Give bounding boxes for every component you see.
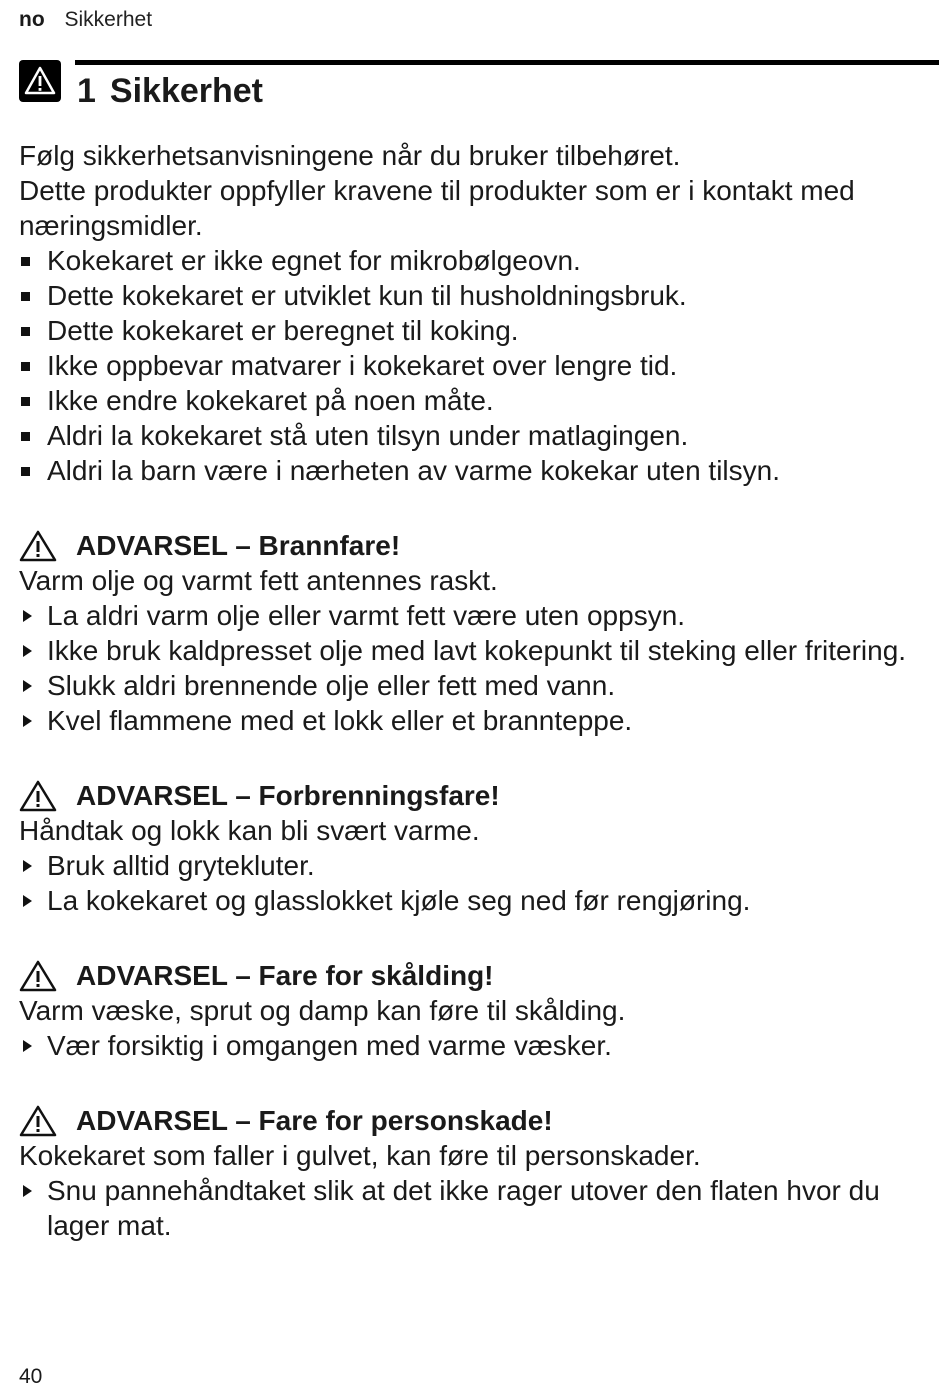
chapter-number: 1 bbox=[77, 72, 96, 110]
warning-triangle-icon bbox=[19, 1105, 57, 1137]
bullet-square-icon bbox=[21, 292, 30, 301]
warning-steps bbox=[19, 1173, 939, 1243]
arrow-right-icon bbox=[23, 680, 32, 692]
intro-paragraph: Følg sikkerhetsanvisningene når du bruker tilbehøret. bbox=[19, 140, 681, 171]
safety-bullet-list bbox=[19, 243, 939, 488]
warning-steps bbox=[19, 1028, 939, 1063]
arrow-right-icon bbox=[23, 645, 32, 657]
warning-triangle-icon bbox=[19, 780, 57, 812]
warning-block-injury bbox=[19, 1103, 939, 1243]
intro-paragraph: Dette produkter oppfyller kravene til produkter som er i kontakt med næringsmidler. bbox=[19, 175, 855, 241]
chapter-title-row bbox=[19, 60, 939, 116]
bullet-square-icon bbox=[21, 397, 30, 406]
warning-heading: ADVARSEL – Fare for skålding! bbox=[19, 958, 939, 993]
list-item: La aldri varm olje eller varmt fett være uten oppsyn. bbox=[19, 598, 939, 633]
warning-triangle-icon bbox=[19, 530, 57, 562]
bullet-square-icon bbox=[21, 467, 30, 476]
page-number: 40 bbox=[19, 1365, 43, 1388]
language-code: no bbox=[19, 8, 45, 31]
arrow-right-icon bbox=[23, 1040, 32, 1052]
warning-steps bbox=[19, 848, 939, 918]
warning-text: Varm olje og varmt fett antennes raskt. bbox=[19, 565, 498, 596]
section-name: Sikkerhet bbox=[64, 8, 153, 31]
arrow-right-icon bbox=[23, 895, 32, 907]
page-header bbox=[19, 8, 152, 32]
bullet-square-icon bbox=[21, 432, 30, 441]
warning-heading: ADVARSEL – Fare for personskade! bbox=[19, 1103, 939, 1138]
warning-block-fire bbox=[19, 528, 939, 738]
list-item: Aldri la barn være i nærheten av varme kokekar uten tilsyn. bbox=[19, 453, 939, 488]
arrow-right-icon bbox=[23, 1185, 32, 1197]
warning-block-scald bbox=[19, 958, 939, 1063]
warning-text: Varm væske, sprut og damp kan føre til skålding. bbox=[19, 995, 626, 1026]
warning-triangle-icon bbox=[19, 960, 57, 992]
warning-heading: ADVARSEL – Forbrenningsfare! bbox=[19, 778, 939, 813]
list-item: Vær forsiktig i omgangen med varme væsker. bbox=[19, 1028, 939, 1063]
list-item: Dette kokekaret er utviklet kun til husholdningsbruk. bbox=[19, 278, 939, 313]
warning-icon bbox=[19, 60, 61, 102]
list-item: Aldri la kokekaret stå uten tilsyn under matlagingen. bbox=[19, 418, 939, 453]
chapter-title bbox=[77, 72, 263, 111]
list-item: Kokekaret er ikke egnet for mikrobølgeovn. bbox=[19, 243, 939, 278]
list-item: Slukk aldri brennende olje eller fett med vann. bbox=[19, 668, 939, 703]
bullet-square-icon bbox=[21, 362, 30, 371]
list-item: Dette kokekaret er beregnet til koking. bbox=[19, 313, 939, 348]
title-rule bbox=[75, 60, 939, 65]
warning-block-burn bbox=[19, 778, 939, 918]
warning-text: Kokekaret som faller i gulvet, kan føre til personskader. bbox=[19, 1140, 701, 1171]
list-item: Ikke oppbevar matvarer i kokekaret over lengre tid. bbox=[19, 348, 939, 383]
warning-heading: ADVARSEL – Brannfare! bbox=[19, 528, 939, 563]
safety-content bbox=[19, 138, 939, 1243]
arrow-right-icon bbox=[23, 610, 32, 622]
list-item: Ikke bruk kaldpresset olje med lavt kokepunkt til steking eller fritering. bbox=[19, 633, 939, 668]
list-item: La kokekaret og glasslokket kjøle seg ned før rengjøring. bbox=[19, 883, 939, 918]
chapter-title-text: Sikkerhet bbox=[109, 72, 264, 110]
bullet-square-icon bbox=[21, 327, 30, 336]
list-item: Kvel flammene med et lokk eller et brannteppe. bbox=[19, 703, 939, 738]
bullet-square-icon bbox=[21, 257, 30, 266]
arrow-right-icon bbox=[23, 860, 32, 872]
warning-text: Håndtak og lokk kan bli svært varme. bbox=[19, 815, 480, 846]
list-item: Snu pannehåndtaket slik at det ikke rager utover den flaten hvor du lager mat. bbox=[19, 1173, 939, 1243]
list-item: Bruk alltid grytekluter. bbox=[19, 848, 939, 883]
list-item: Ikke endre kokekaret på noen måte. bbox=[19, 383, 939, 418]
warning-steps bbox=[19, 598, 939, 738]
arrow-right-icon bbox=[23, 715, 32, 727]
